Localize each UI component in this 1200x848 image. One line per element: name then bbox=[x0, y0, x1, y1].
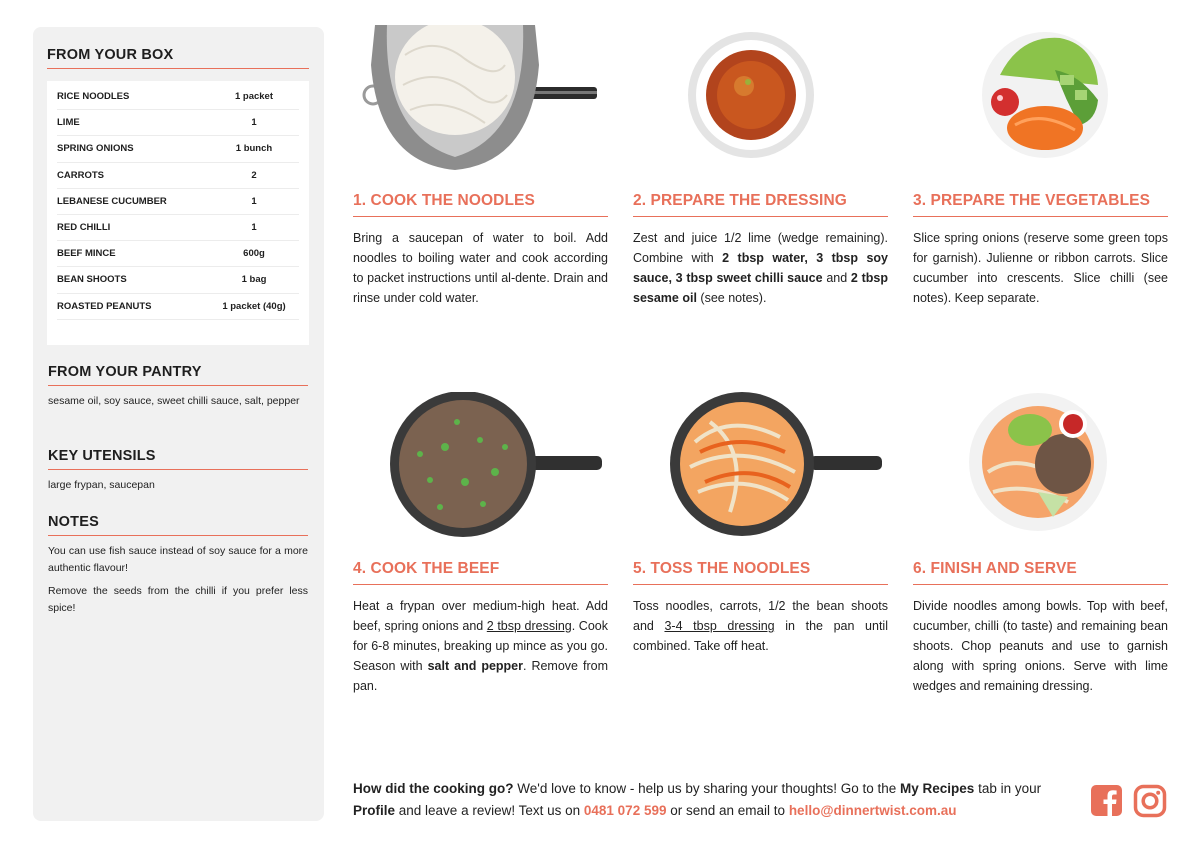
ingredient-name: ROASTED PEANUTS bbox=[57, 300, 152, 312]
beef-frypan-photo bbox=[385, 392, 605, 537]
ingredient-name: BEEF MINCE bbox=[57, 248, 116, 260]
noodles-pan-photo bbox=[670, 392, 885, 537]
ingredient-row bbox=[57, 215, 299, 241]
step-text: Heat a frypan over medium-high heat. Add beef, spring onions and 2 tbsp dressing. Cook for 6-8 minutes, breaking up mince as you go. Season with salt and pepper. Remove from pan. bbox=[353, 599, 608, 693]
step-text: Toss noodles, carrots, 1/2 the bean shoots and 3-4 tbsp dressing in the pan until combined. Take off heat. bbox=[633, 599, 888, 653]
ingredient-row bbox=[57, 294, 299, 320]
step-3 bbox=[913, 192, 1168, 308]
step-1 bbox=[353, 192, 608, 308]
noodles-strainer-photo bbox=[355, 25, 605, 170]
from-your-pantry-section bbox=[48, 364, 308, 410]
note-item: Remove the seeds from the chilli if you prefer less spice! bbox=[48, 585, 308, 614]
ingredient-qty: 600g bbox=[243, 248, 265, 260]
pantry-text: sesame oil, soy sauce, sweet chilli sauce, salt, pepper bbox=[48, 395, 300, 407]
ingredients-table bbox=[47, 81, 309, 345]
ingredient-qty: 2 bbox=[251, 169, 257, 181]
step-title: 2. PREPARE THE DRESSING bbox=[633, 192, 888, 217]
ingredient-row bbox=[57, 163, 299, 189]
email-link[interactable]: hello@dinnertwist.com.au bbox=[788, 803, 957, 818]
instagram-icon[interactable] bbox=[1133, 784, 1167, 818]
key-utensils-section bbox=[48, 448, 308, 494]
ingredient-row bbox=[57, 267, 299, 293]
facebook-icon[interactable] bbox=[1090, 784, 1124, 818]
from-your-pantry-heading: FROM YOUR PANTRY bbox=[48, 364, 308, 386]
ingredient-row bbox=[57, 189, 299, 215]
my-recipes-link[interactable]: My Recipes bbox=[900, 781, 975, 796]
from-your-box-section bbox=[47, 47, 309, 345]
ingredient-name: LIME bbox=[57, 117, 80, 129]
notes-section bbox=[48, 514, 308, 617]
ingredient-row bbox=[57, 110, 299, 136]
ingredient-qty: 1 bunch bbox=[235, 143, 273, 155]
finished-bowl-photo bbox=[968, 392, 1108, 532]
ingredient-name: BEAN SHOOTS bbox=[57, 274, 127, 286]
feedback-footer: How did the cooking go? We'd love to know - help us by sharing your thoughts! Go to the My Recipes tab in your Profile and leave a review! Text us on 0481 072 599 or send an email to hello@dinnertwist.com.au bbox=[353, 781, 1042, 818]
ingredient-name: CARROTS bbox=[57, 169, 104, 181]
key-utensils-heading: KEY UTENSILS bbox=[48, 448, 308, 470]
profile-link[interactable]: Profile bbox=[353, 803, 396, 818]
ingredient-row bbox=[57, 136, 299, 162]
ingredient-row bbox=[57, 241, 299, 267]
step-4 bbox=[353, 560, 608, 696]
step-text: Bring a saucepan of water to boil. Add noodles to boiling water and cook according to packet instructions until al-dente. Drain and rinse under cold water. bbox=[353, 231, 608, 305]
ingredient-name: LEBANESE CUCUMBER bbox=[57, 195, 167, 207]
utensils-text: large frypan, saucepan bbox=[48, 479, 155, 491]
step-title: 5. TOSS THE NOODLES bbox=[633, 560, 888, 585]
step-6 bbox=[913, 560, 1168, 696]
note-item: You can use fish sauce instead of soy sauce for a more authentic flavour! bbox=[48, 545, 308, 574]
step-2 bbox=[633, 192, 888, 308]
phone-number[interactable]: 0481 072 599 bbox=[583, 803, 667, 818]
step-title: 3. PREPARE THE VEGETABLES bbox=[913, 192, 1168, 217]
step-title: 6. FINISH AND SERVE bbox=[913, 560, 1168, 585]
step-5 bbox=[633, 560, 888, 656]
ingredient-qty: 1 bag bbox=[241, 274, 267, 286]
ingredient-qty: 1 packet bbox=[234, 91, 274, 103]
ingredient-qty: 1 packet (40g) bbox=[222, 300, 286, 312]
step-text: Slice spring onions (reserve some green tops for garnish). Julienne or ribbon carrots. Slice cucumber into crescents. Slice chilli (see notes). Keep separate. bbox=[913, 231, 1168, 305]
from-your-box-heading: FROM YOUR BOX bbox=[47, 47, 309, 69]
step-text: Zest and juice 1/2 lime (wedge remaining). Combine with 2 tbsp water, 3 tbsp soy sauce, 3 tbsp sweet chilli sauce and 2 tbsp sesame oil (see notes). bbox=[633, 231, 888, 305]
ingredient-name: RICE NOODLES bbox=[57, 91, 130, 103]
vegetables-bowl-photo bbox=[980, 30, 1110, 160]
ingredient-qty: 1 bbox=[251, 222, 257, 234]
ingredient-name: SPRING ONIONS bbox=[57, 143, 134, 155]
ingredient-qty: 1 bbox=[251, 117, 257, 129]
notes-heading: NOTES bbox=[48, 514, 308, 536]
step-title: 4. COOK THE BEEF bbox=[353, 560, 608, 585]
ingredient-qty: 1 bbox=[251, 195, 257, 207]
step-text: Divide noodles among bowls. Top with beef, cucumber, chilli (to taste) and remaining bean shoots. Chop peanuts and use to garnish along with spring onions. Serve with lime wedges and remaining dressing. bbox=[913, 599, 1168, 693]
ingredient-name: RED CHILLI bbox=[57, 222, 111, 234]
dressing-bowl-photo bbox=[686, 30, 816, 160]
sidebar bbox=[33, 27, 324, 821]
step-title: 1. COOK THE NOODLES bbox=[353, 192, 608, 217]
ingredient-row bbox=[57, 84, 299, 110]
